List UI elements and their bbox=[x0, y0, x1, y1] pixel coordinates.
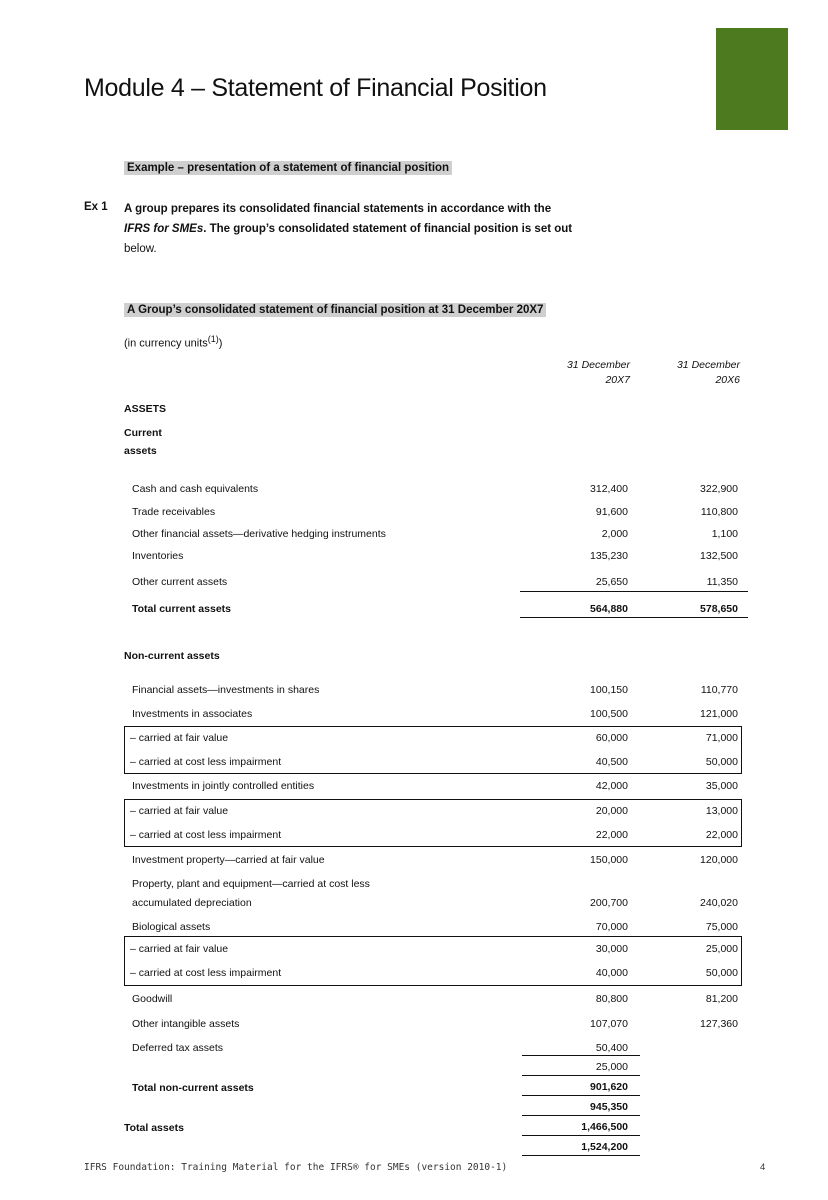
row-label: Investments in associates bbox=[132, 708, 253, 720]
row-label: Deferred tax assets bbox=[132, 1042, 224, 1054]
row-label: Trade receivables bbox=[132, 506, 216, 518]
stack-rule bbox=[522, 1055, 640, 1056]
subtotal-rule bbox=[520, 591, 748, 592]
row-value-20x6: 25,000 bbox=[705, 943, 738, 955]
row-label: Cash and cash equivalents bbox=[132, 483, 259, 495]
column-header-20x7-line2: 20X7 bbox=[605, 374, 630, 386]
column-header-20x7 bbox=[540, 358, 630, 388]
row-label: Other current assets bbox=[132, 576, 228, 588]
row-value-20x7: 50,400 bbox=[595, 1042, 628, 1054]
stacked-value: 901,620 bbox=[590, 1081, 628, 1093]
row-label: – carried at cost less impairment bbox=[130, 967, 282, 979]
row-value-20x6: 127,360 bbox=[700, 1018, 738, 1030]
example-label: Ex 1 bbox=[84, 201, 108, 213]
row-value-20x7: 312,400 bbox=[590, 483, 628, 495]
row-label: – carried at fair value bbox=[130, 943, 229, 955]
page-title: Module 4 – Statement of Financial Position bbox=[84, 74, 547, 102]
row-value-20x6: 22,000 bbox=[705, 829, 738, 841]
statement-heading: A Group’s consolidated statement of financial position at 31 December 20X7 bbox=[124, 303, 546, 317]
total-current-assets-20x7: 564,880 bbox=[590, 603, 628, 615]
example-text-line2-rest: . The group’s consolidated statement of financial position is set out bbox=[203, 223, 573, 235]
row-value-20x7: 200,700 bbox=[590, 897, 628, 909]
column-header-20x6-line1: 31 December bbox=[676, 359, 740, 371]
row-label: – carried at cost less impairment bbox=[130, 829, 282, 841]
stack-rule bbox=[522, 1075, 640, 1076]
row-value-20x6: 110,770 bbox=[700, 684, 738, 696]
total-assets-label: Total assets bbox=[124, 1122, 184, 1134]
row-value-20x6: 121,000 bbox=[700, 708, 738, 720]
row-value-20x7: 30,000 bbox=[595, 943, 628, 955]
column-header-20x7-line1: 31 December bbox=[566, 359, 630, 371]
row-value-20x7: 100,150 bbox=[590, 684, 628, 696]
row-label: Biological assets bbox=[132, 921, 211, 933]
row-value-20x6: 322,900 bbox=[700, 483, 738, 495]
example-text bbox=[124, 199, 704, 259]
row-value-20x7: 80,800 bbox=[595, 993, 628, 1005]
row-value-20x6: 50,000 bbox=[705, 756, 738, 768]
row-value-20x7: 20,000 bbox=[595, 805, 628, 817]
row-value-20x7: 100,500 bbox=[590, 708, 628, 720]
example-heading: Example – presentation of a statement of financial position bbox=[124, 161, 452, 175]
assets-heading: ASSETS bbox=[124, 403, 167, 415]
row-label: – carried at fair value bbox=[130, 805, 229, 817]
total-rule bbox=[520, 617, 748, 618]
row-value-20x7: 25,650 bbox=[595, 576, 628, 588]
row-label: Inventories bbox=[132, 550, 184, 562]
stack-rule bbox=[522, 1115, 640, 1116]
page-number: 4 bbox=[760, 1162, 766, 1173]
row-label: Investment property—carried at fair value bbox=[132, 854, 325, 866]
row-value-20x6: 120,000 bbox=[700, 854, 738, 866]
row-value-20x7: 135,230 bbox=[590, 550, 628, 562]
column-header-20x6-line2: 20X6 bbox=[715, 374, 740, 386]
row-value-20x6: 1,100 bbox=[711, 528, 738, 540]
page-footer: IFRS Foundation: Training Material for the IFRS® for SMEs (version 2010-1) bbox=[84, 1162, 508, 1173]
row-value-20x6: 11,350 bbox=[706, 576, 738, 588]
row-value-20x7: 40,500 bbox=[595, 756, 628, 768]
total-current-assets-20x6: 578,650 bbox=[700, 603, 738, 615]
row-value-20x7: 40,000 bbox=[595, 967, 628, 979]
stacked-value: 25,000 bbox=[595, 1061, 628, 1073]
row-value-20x7: 42,000 bbox=[595, 780, 628, 792]
row-label: Property, plant and equipment—carried at cost less bbox=[132, 878, 370, 890]
row-label: Financial assets—investments in shares bbox=[132, 684, 320, 696]
row-value-20x6: 50,000 bbox=[705, 967, 738, 979]
current-assets-heading-line2: assets bbox=[124, 445, 157, 457]
non-current-assets-heading: Non-current assets bbox=[124, 650, 220, 662]
row-value-20x7: 91,600 bbox=[595, 506, 628, 518]
currency-units-note bbox=[124, 334, 222, 350]
row-label: – carried at fair value bbox=[130, 732, 229, 744]
row-value-20x7: 60,000 bbox=[595, 732, 628, 744]
row-value-20x7: 70,000 bbox=[595, 921, 628, 933]
row-value-20x7: 22,000 bbox=[595, 829, 628, 841]
row-value-20x6: 132,500 bbox=[700, 550, 738, 562]
example-text-line2 bbox=[124, 219, 704, 239]
stack-rule bbox=[522, 1135, 640, 1136]
stacked-value: 1,524,200 bbox=[581, 1141, 628, 1153]
current-assets-heading-line1: Current bbox=[124, 427, 162, 439]
row-value-20x6: 75,000 bbox=[705, 921, 738, 933]
row-value-20x6: 71,000 bbox=[705, 732, 738, 744]
green-decorative-block bbox=[716, 28, 788, 130]
row-value-20x6: 240,020 bbox=[700, 897, 738, 909]
row-value-20x6: 35,000 bbox=[705, 780, 738, 792]
row-value-20x7: 107,070 bbox=[590, 1018, 628, 1030]
units-text: (in currency units bbox=[124, 337, 208, 350]
row-label: Goodwill bbox=[132, 993, 173, 1005]
units-close: ) bbox=[218, 337, 223, 350]
units-footnote-ref: (1) bbox=[207, 334, 219, 344]
stack-rule bbox=[522, 1155, 640, 1156]
example-text-line3: below. bbox=[124, 243, 157, 255]
stacked-value: 1,466,500 bbox=[581, 1121, 628, 1133]
row-value-20x7: 2,000 bbox=[601, 528, 628, 540]
stacked-value: 945,350 bbox=[590, 1101, 628, 1113]
row-label: Other intangible assets bbox=[132, 1018, 240, 1030]
row-label: – carried at cost less impairment bbox=[130, 756, 282, 768]
row-label: accumulated depreciation bbox=[132, 897, 252, 909]
row-value-20x6: 13,000 bbox=[705, 805, 738, 817]
total-current-assets-label: Total current assets bbox=[132, 603, 232, 615]
row-value-20x6: 81,200 bbox=[705, 993, 738, 1005]
row-label: Other financial assets—derivative hedging instruments bbox=[132, 528, 386, 540]
total-non-current-assets-label: Total non-current assets bbox=[132, 1082, 254, 1094]
row-label: Investments in jointly controlled entities bbox=[132, 780, 315, 792]
row-value-20x6: 110,800 bbox=[700, 506, 738, 518]
column-header-20x6 bbox=[650, 358, 740, 388]
ifrs-for-smes-emphasis: IFRS for SMEs bbox=[124, 223, 204, 235]
row-value-20x7: 150,000 bbox=[590, 854, 628, 866]
stack-rule bbox=[522, 1095, 640, 1096]
example-text-line1: A group prepares its consolidated financial statements in accordance with the bbox=[124, 203, 552, 215]
